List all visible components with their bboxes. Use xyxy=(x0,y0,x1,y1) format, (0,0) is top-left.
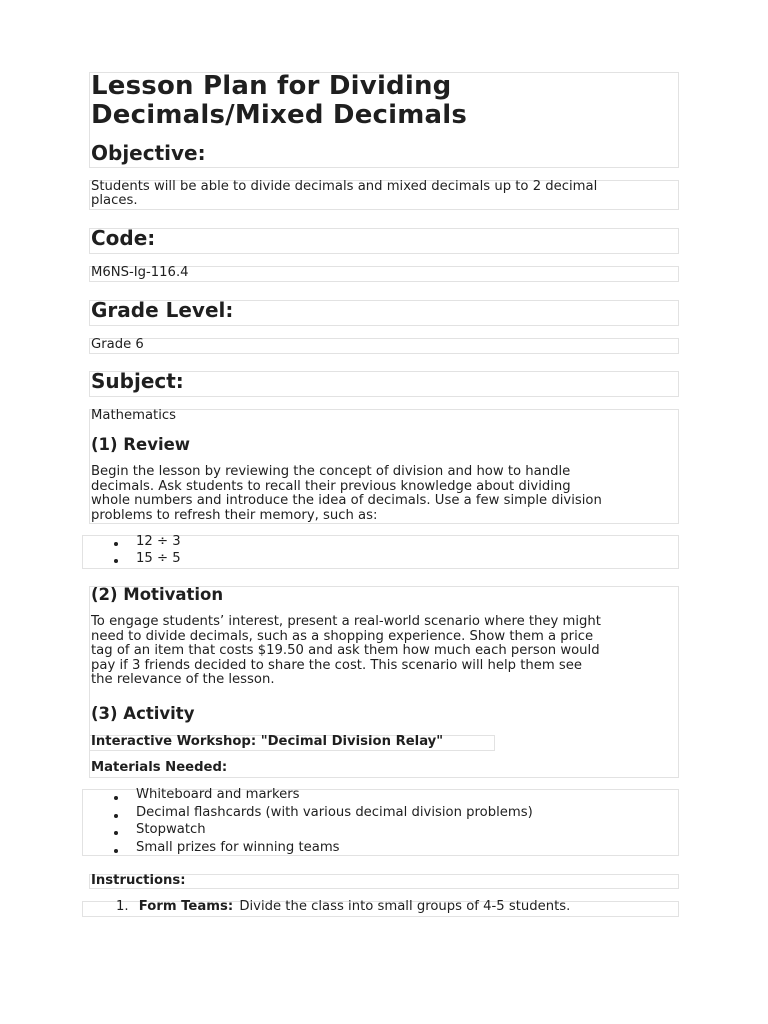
code-value: M6NS-Ig-116.4 xyxy=(91,265,189,280)
motivation-text-line-4: pay if 3 friends decided to share the cost. This scenario will help them see xyxy=(91,657,582,673)
instruction-step-1 xyxy=(116,900,570,915)
activity-heading: (3) Activity xyxy=(91,704,195,723)
material-item-2: Decimal flashcards (with various decimal division problems) xyxy=(136,804,533,820)
objective-text-line-1: Students will be able to divide decimals and mixed decimals up to 2 decimal xyxy=(91,179,598,194)
instruction-number: 1. xyxy=(116,899,129,914)
motivation-heading: (2) Motivation xyxy=(91,585,224,604)
code-heading: Code: xyxy=(91,226,156,250)
review-text-line-2: decimals. Ask students to recall their previous knowledge about dividing xyxy=(91,478,571,494)
motivation-text-line-1: To engage students’ interest, present a real-world scenario where they might xyxy=(91,614,601,629)
page-title-line-1: Lesson Plan for Dividing xyxy=(91,71,452,101)
page-title-line-2: Decimals/Mixed Decimals xyxy=(91,100,468,130)
motivation-text-line-2: need to divide decimals, such as a shopping experience. Show them a price xyxy=(91,628,594,644)
review-example-2: 15 ÷ 5 xyxy=(136,551,181,566)
subject-value: Mathematics xyxy=(91,408,176,423)
material-item-4: Small prizes for winning teams xyxy=(136,839,340,855)
materials-heading: Materials Needed: xyxy=(91,760,228,775)
review-text-line-3: whole numbers and introduce the idea of decimals. Use a few simple division xyxy=(91,493,602,508)
grade-level-heading: Grade Level: xyxy=(91,298,234,322)
grade-level-value: Grade 6 xyxy=(91,337,144,352)
review-example-1: 12 ÷ 3 xyxy=(136,534,181,549)
subject-heading: Subject: xyxy=(91,369,184,393)
bullet-icon xyxy=(114,849,118,853)
bullet-icon xyxy=(114,796,118,800)
bullet-icon xyxy=(114,831,118,835)
workshop-title: Interactive Workshop: "Decimal Division Relay" xyxy=(91,734,444,749)
objective-heading: Objective: xyxy=(91,141,206,165)
motivation-text-line-3: tag of an item that costs $19.50 and ask them how much each person would xyxy=(91,643,600,658)
grade-value-box xyxy=(89,338,679,354)
instruction-label: Form Teams: xyxy=(138,899,234,914)
review-text-line-4: problems to refresh their memory, such as: xyxy=(91,507,378,523)
code-heading-box xyxy=(89,228,679,254)
material-item-3: Stopwatch xyxy=(136,822,206,837)
objective-text-line-2: places. xyxy=(91,193,138,208)
material-item-1: Whiteboard and markers xyxy=(136,787,300,802)
review-text-line-1: Begin the lesson by reviewing the concept of division and how to handle xyxy=(91,464,571,479)
instructions-heading: Instructions: xyxy=(91,873,186,888)
bullet-icon xyxy=(114,559,118,563)
bullet-icon xyxy=(114,542,118,546)
review-heading: (1) Review xyxy=(91,435,191,454)
bullet-icon xyxy=(114,814,118,818)
instruction-text: Divide the class into small groups of 4-5 students. xyxy=(239,899,571,914)
motivation-text-line-5: the relevance of the lesson. xyxy=(91,672,275,687)
